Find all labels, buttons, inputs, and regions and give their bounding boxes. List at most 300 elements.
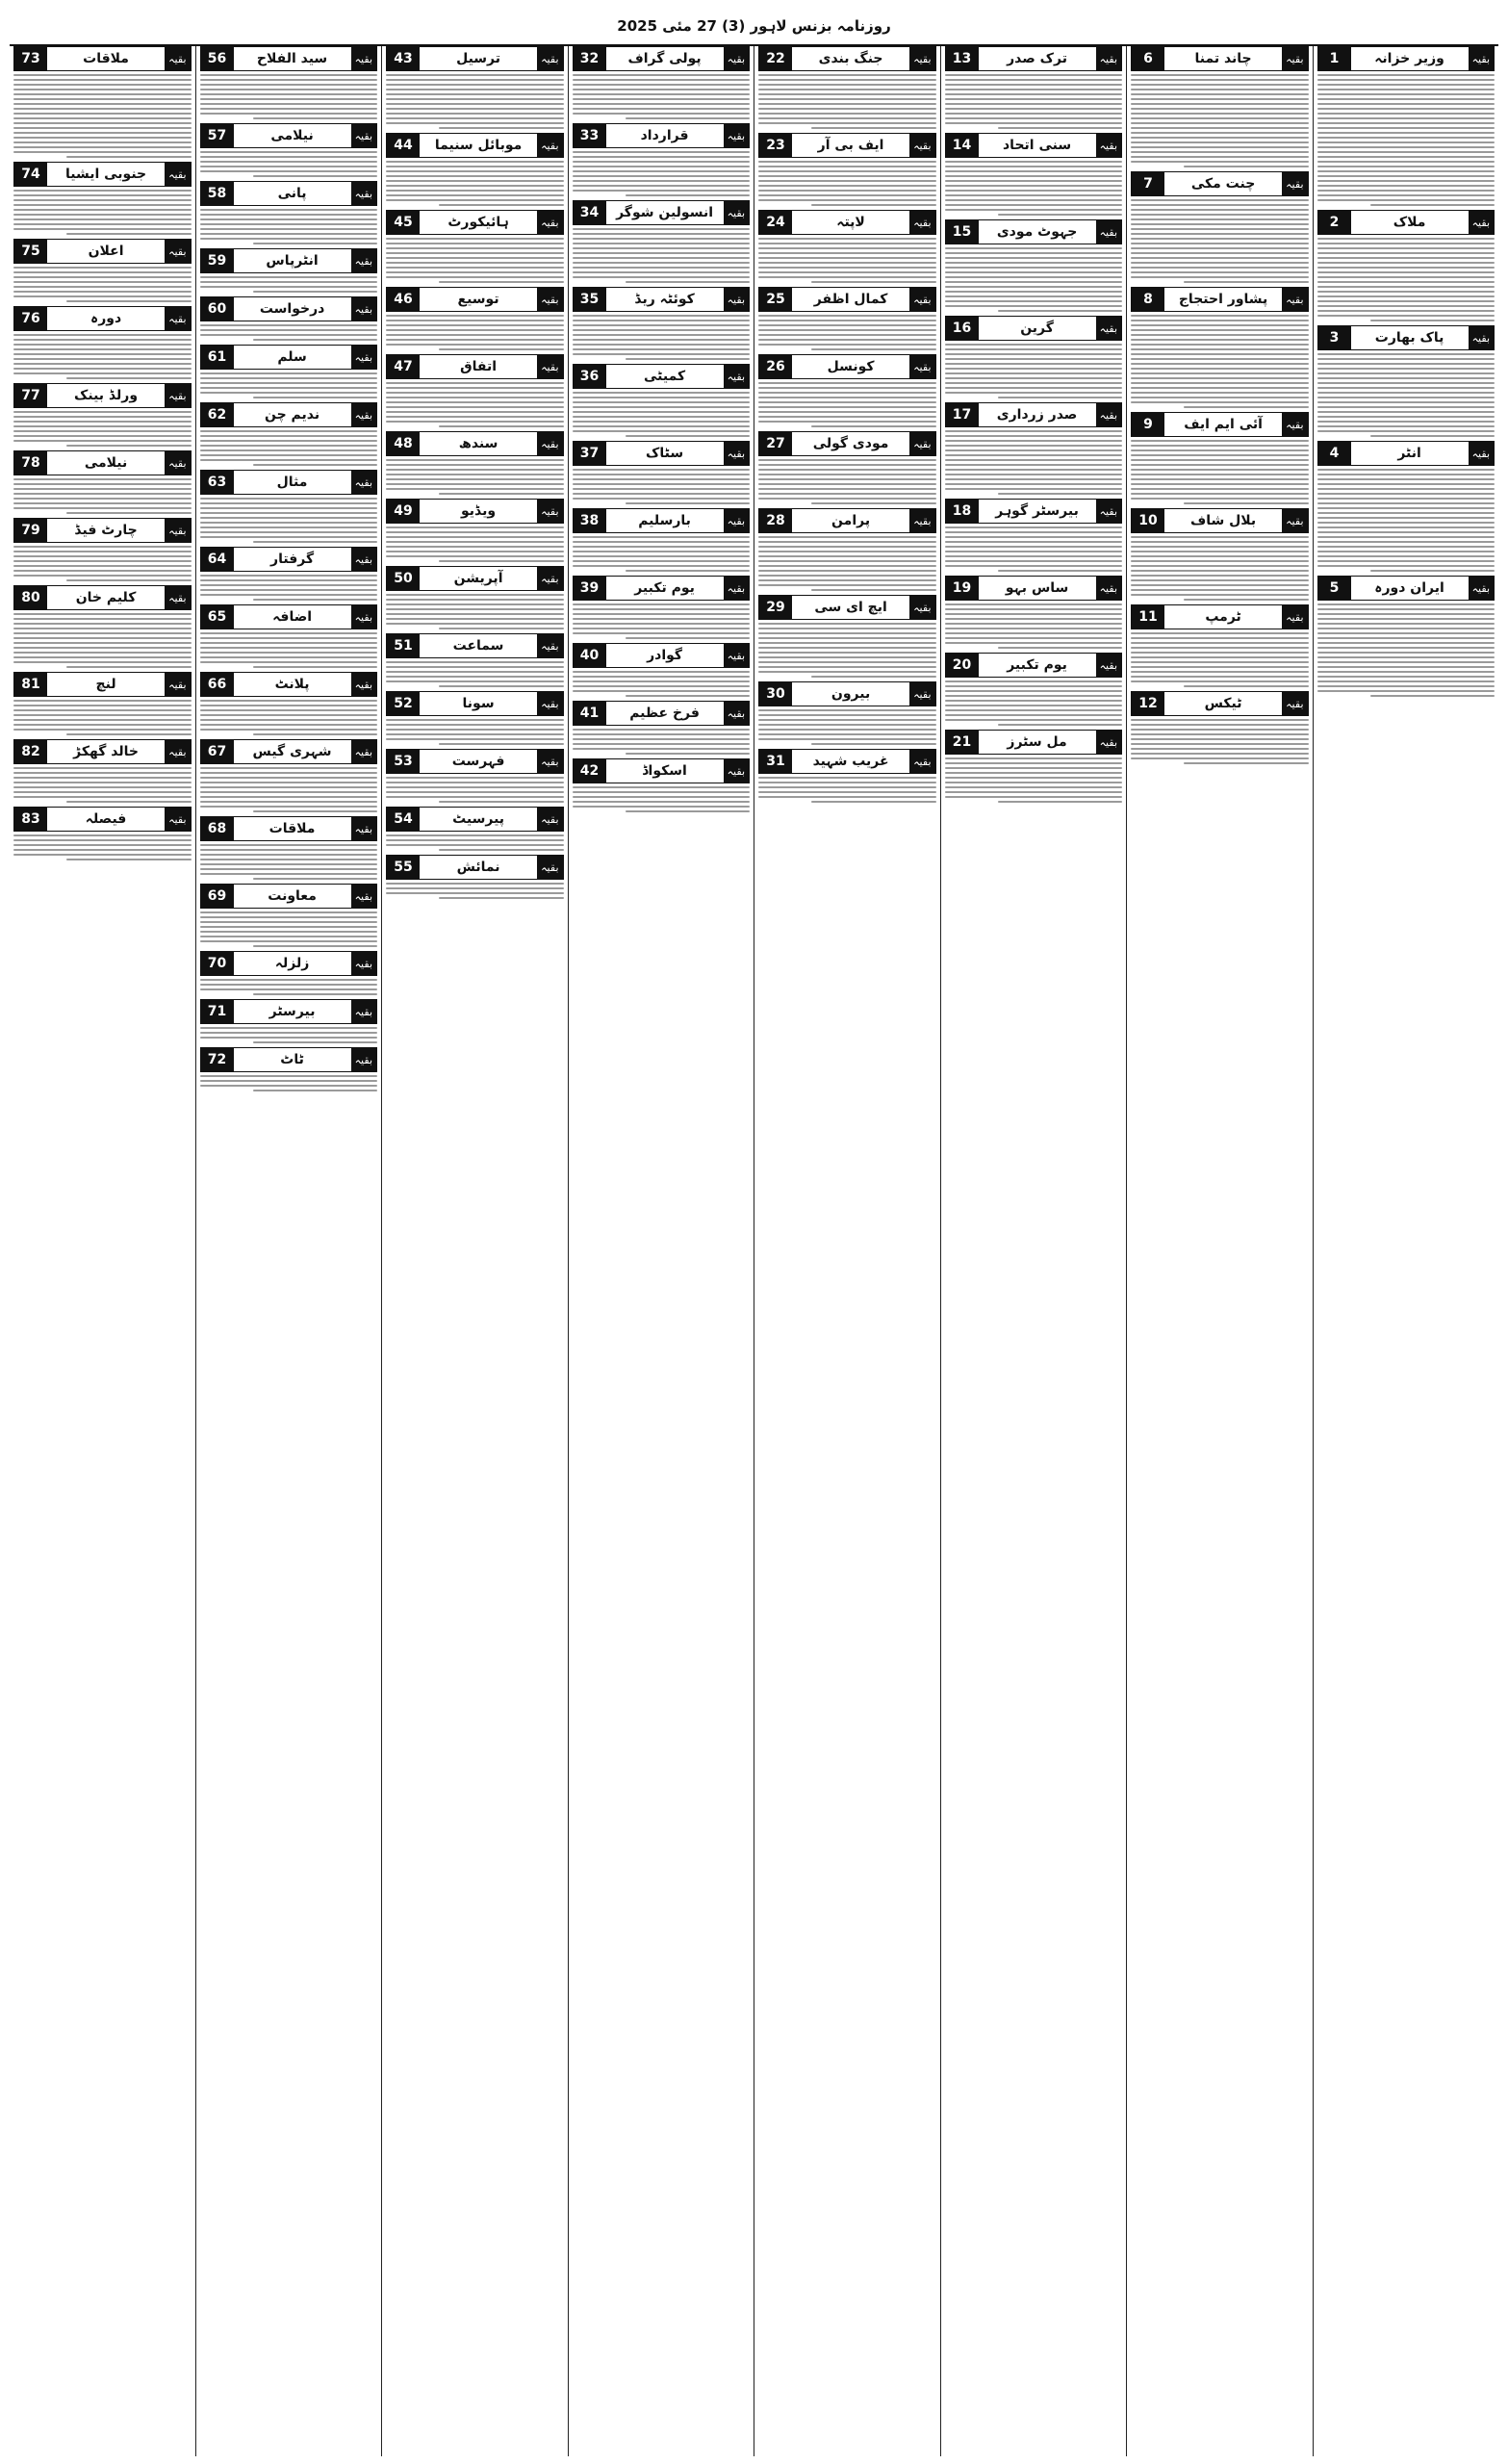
continuation-item-61 <box>200 345 378 398</box>
text-line <box>13 199 192 201</box>
text-line <box>945 108 1123 110</box>
text-line <box>945 252 1123 254</box>
continuation-item-47 <box>386 354 564 427</box>
text-line <box>573 93 751 95</box>
item-title: آپریشن <box>453 571 503 586</box>
text-line <box>945 74 1123 76</box>
text-line <box>758 108 936 110</box>
item-body-text <box>945 680 1123 726</box>
baqiya-label: بقیہ <box>537 808 562 831</box>
text-line <box>573 334 751 336</box>
item-number: 62 <box>201 403 234 426</box>
text-line <box>13 358 192 360</box>
item-title: ملاقات <box>268 821 316 836</box>
item-body-text <box>386 777 564 803</box>
text-line <box>626 695 750 697</box>
text-line <box>945 690 1123 692</box>
text-line <box>1317 522 1495 524</box>
text-line <box>945 358 1123 360</box>
item-title: مل سٹرز <box>1007 734 1067 750</box>
text-line <box>945 79 1123 81</box>
baqiya-label: بقیہ <box>724 644 749 667</box>
text-line <box>386 416 564 418</box>
text-line <box>945 685 1123 687</box>
item-number: 37 <box>574 442 606 465</box>
text-line <box>998 310 1122 312</box>
item-body-text <box>758 777 936 803</box>
item-number: 50 <box>387 567 420 590</box>
item-body-text <box>573 671 751 697</box>
text-line <box>1317 84 1495 86</box>
item-number: 10 <box>1132 509 1164 532</box>
item-title: معاونت <box>268 888 317 904</box>
baqiya-label: بقیہ <box>1282 47 1307 70</box>
item-header <box>13 239 192 264</box>
text-line <box>200 166 378 167</box>
continuation-item-31 <box>758 749 936 803</box>
item-body-text <box>1131 632 1309 687</box>
text-line <box>200 806 378 808</box>
item-number: 13 <box>946 47 979 70</box>
text-line <box>1131 445 1309 447</box>
text-line <box>386 834 564 836</box>
text-line <box>758 79 936 81</box>
text-line <box>1131 449 1309 451</box>
text-line <box>13 117 192 119</box>
continuation-item-20 <box>945 653 1123 726</box>
text-line <box>1131 199 1309 201</box>
item-title: انسولین شوگر <box>616 205 714 220</box>
text-line <box>758 267 936 269</box>
text-line <box>1317 647 1495 649</box>
text-line <box>13 700 192 702</box>
text-line <box>1131 358 1309 360</box>
text-line <box>758 122 936 124</box>
baqiya-label: بقیہ <box>909 288 934 311</box>
item-body-text <box>758 459 936 504</box>
text-line <box>200 93 378 95</box>
item-header <box>386 855 564 880</box>
text-line <box>13 122 192 124</box>
text-line <box>811 127 935 129</box>
continuation-item-71 <box>200 999 378 1043</box>
item-body-text <box>758 238 936 283</box>
text-line <box>945 257 1123 259</box>
text-line <box>1317 243 1495 244</box>
text-line <box>386 238 564 240</box>
text-line <box>573 156 751 158</box>
text-line <box>439 425 563 427</box>
text-line <box>945 84 1123 86</box>
text-line <box>13 363 192 365</box>
baqiya-label: بقیہ <box>165 673 190 696</box>
item-header <box>758 133 936 158</box>
continuation-item-12 <box>1131 691 1309 764</box>
item-body-text <box>945 526 1123 572</box>
item-body-text <box>945 344 1123 398</box>
text-line <box>945 445 1123 447</box>
item-header <box>386 46 564 71</box>
text-line <box>1317 397 1495 398</box>
text-line <box>1184 166 1308 167</box>
text-line <box>1317 526 1495 528</box>
text-line <box>945 199 1123 201</box>
text-line <box>573 397 751 398</box>
continuation-item-23 <box>758 133 936 206</box>
baqiya-label: بقیہ <box>724 702 749 725</box>
text-line <box>200 647 378 649</box>
text-line <box>573 623 751 625</box>
column-8 <box>10 46 195 2456</box>
item-title: کلیم خان <box>75 590 137 605</box>
text-line <box>945 546 1123 548</box>
text-line <box>200 454 378 456</box>
text-line <box>13 430 192 432</box>
baqiya-label: بقیہ <box>1282 172 1307 195</box>
text-line <box>66 579 191 581</box>
item-body-text <box>200 979 378 995</box>
text-line <box>439 801 563 803</box>
text-line <box>811 589 935 591</box>
text-line <box>200 151 378 153</box>
baqiya-label: بقیہ <box>1096 134 1121 157</box>
text-line <box>1131 74 1309 76</box>
item-number: 47 <box>387 355 420 378</box>
text-line <box>386 262 564 264</box>
text-line <box>1131 372 1309 374</box>
text-line <box>439 849 563 851</box>
text-line <box>1317 411 1495 413</box>
item-header <box>13 585 192 610</box>
text-line <box>386 113 564 115</box>
text-line <box>1131 353 1309 355</box>
text-line <box>200 632 378 634</box>
text-line <box>13 89 192 90</box>
text-line <box>13 488 192 490</box>
text-line <box>253 878 377 880</box>
text-line <box>13 84 192 86</box>
item-title: بیرون <box>831 686 871 702</box>
item-body-text <box>13 834 192 860</box>
text-line <box>439 204 563 206</box>
text-line <box>573 74 751 76</box>
text-line <box>386 108 564 110</box>
item-number: 82 <box>14 740 47 763</box>
text-line <box>13 618 192 620</box>
text-line <box>1317 623 1495 625</box>
item-body-text <box>200 575 378 601</box>
item-body-text <box>200 1075 378 1091</box>
text-line <box>13 714 192 716</box>
text-line <box>1131 488 1309 490</box>
continuation-item-60 <box>200 296 378 341</box>
item-header <box>573 576 751 601</box>
text-line <box>200 79 378 81</box>
baqiya-label: بقیہ <box>351 249 376 272</box>
text-line <box>1317 536 1495 538</box>
baqiya-label: بقیہ <box>1282 605 1307 629</box>
text-line <box>945 762 1123 764</box>
text-line <box>573 608 751 610</box>
text-line <box>1317 363 1495 365</box>
item-title: یوم تکبیر <box>1007 657 1067 673</box>
text-line <box>945 170 1123 172</box>
text-line <box>1131 252 1309 254</box>
text-line <box>1317 387 1495 389</box>
item-header <box>573 123 751 148</box>
text-line <box>811 281 935 283</box>
baqiya-label: بقیہ <box>1096 47 1121 70</box>
text-line <box>200 772 378 774</box>
text-line <box>13 344 192 346</box>
item-number: 11 <box>1132 605 1164 629</box>
text-line <box>758 671 936 673</box>
text-line <box>1317 565 1495 567</box>
item-header <box>758 287 936 312</box>
text-line <box>1131 363 1309 365</box>
text-line <box>1317 416 1495 418</box>
continuation-item-30 <box>758 681 936 745</box>
text-line <box>945 772 1123 774</box>
text-line <box>386 329 564 331</box>
text-line <box>13 849 192 851</box>
text-line <box>758 84 936 86</box>
item-header <box>758 46 936 71</box>
item-title: اعلان <box>88 244 124 259</box>
item-body-text <box>1317 353 1495 437</box>
baqiya-label: بقیہ <box>1096 577 1121 600</box>
text-line <box>253 945 377 947</box>
text-line <box>386 541 564 543</box>
text-line <box>573 84 751 86</box>
text-line <box>386 175 564 177</box>
baqiya-label: بقیہ <box>351 740 376 763</box>
text-line <box>758 623 936 625</box>
text-line <box>1317 74 1495 76</box>
item-header <box>200 296 378 321</box>
item-header <box>758 681 936 706</box>
text-line <box>758 411 936 413</box>
text-line <box>1131 464 1309 466</box>
item-body-text <box>386 382 564 427</box>
text-line <box>945 608 1123 610</box>
text-line <box>13 146 192 148</box>
item-header <box>573 441 751 466</box>
text-line <box>945 185 1123 187</box>
text-line <box>1131 113 1309 115</box>
item-body-text <box>200 844 378 880</box>
text-line <box>200 782 378 783</box>
item-body-text <box>386 74 564 129</box>
item-body-text <box>758 536 936 591</box>
text-line <box>1317 666 1495 668</box>
text-line <box>758 469 936 471</box>
item-body-text <box>386 719 564 745</box>
text-line <box>758 786 936 788</box>
text-line <box>200 575 378 577</box>
text-line <box>758 329 936 331</box>
item-number: 64 <box>201 548 234 571</box>
item-header <box>13 383 192 408</box>
item-body-text <box>1317 469 1495 572</box>
text-line <box>1317 517 1495 519</box>
text-line <box>13 709 192 711</box>
baqiya-label: بقیہ <box>1096 500 1121 523</box>
item-title: پولی گراف <box>627 51 702 66</box>
text-line <box>200 103 378 105</box>
text-line <box>1317 305 1495 307</box>
text-line <box>200 161 378 163</box>
item-body-text <box>13 767 192 803</box>
text-line <box>573 262 751 264</box>
text-line <box>758 579 936 581</box>
item-header <box>573 200 751 225</box>
item-header <box>200 470 378 495</box>
text-line <box>1131 243 1309 244</box>
continuation-item-2 <box>1317 210 1495 321</box>
item-body-text <box>945 603 1123 649</box>
text-line <box>573 743 751 745</box>
item-number: 22 <box>759 47 792 70</box>
text-line <box>945 377 1123 379</box>
text-line <box>13 791 192 793</box>
text-line <box>200 502 378 504</box>
text-line <box>998 493 1122 495</box>
column-3 <box>940 46 1127 2456</box>
item-header <box>758 210 936 235</box>
text-line <box>386 122 564 124</box>
baqiya-label: بقیہ <box>165 519 190 542</box>
text-line <box>386 315 564 317</box>
item-body-text <box>386 161 564 206</box>
text-line <box>1184 599 1308 601</box>
column-6 <box>381 46 568 2456</box>
item-header <box>945 316 1123 341</box>
item-header <box>945 133 1123 158</box>
item-body-text <box>200 430 378 466</box>
text-line <box>1317 247 1495 249</box>
item-header <box>386 749 564 774</box>
text-line <box>758 628 936 629</box>
text-line <box>200 1080 378 1082</box>
item-header <box>13 518 192 543</box>
text-line <box>945 628 1123 629</box>
text-line <box>945 392 1123 394</box>
baqiya-label: بقیہ <box>909 134 934 157</box>
text-line <box>573 536 751 538</box>
text-line <box>1131 546 1309 548</box>
baqiya-label: بقیہ <box>165 240 190 263</box>
text-line <box>573 185 751 187</box>
text-line <box>13 411 192 413</box>
text-line <box>386 724 564 726</box>
text-line <box>758 796 936 798</box>
text-line <box>200 700 378 702</box>
text-line <box>200 459 378 461</box>
text-line <box>1131 79 1309 81</box>
text-line <box>573 603 751 605</box>
item-title: اسکواڈ <box>642 763 687 779</box>
item-number: 61 <box>201 346 234 369</box>
text-line <box>386 180 564 182</box>
text-line <box>1131 348 1309 350</box>
text-line <box>386 531 564 533</box>
item-title: سونا <box>462 696 495 711</box>
item-header <box>200 739 378 764</box>
text-line <box>945 247 1123 249</box>
text-line <box>811 425 935 427</box>
item-number: 33 <box>574 124 606 147</box>
text-line <box>253 599 377 601</box>
item-number: 77 <box>14 384 47 407</box>
text-line <box>945 777 1123 779</box>
text-line <box>1131 334 1309 336</box>
text-line <box>1184 406 1308 408</box>
text-line <box>945 180 1123 182</box>
item-header <box>945 499 1123 524</box>
item-title: ٹیکس <box>1204 696 1242 711</box>
text-line <box>945 700 1123 702</box>
text-line <box>945 382 1123 384</box>
text-line <box>945 344 1123 346</box>
text-line <box>758 103 936 105</box>
continuation-item-74 <box>13 162 192 235</box>
text-line <box>386 526 564 528</box>
text-line <box>200 387 378 389</box>
text-line <box>758 243 936 244</box>
text-line <box>1317 185 1495 187</box>
text-line <box>13 93 192 95</box>
text-line <box>945 387 1123 389</box>
text-line <box>200 517 378 519</box>
item-body-text <box>200 1027 378 1043</box>
text-line <box>1131 575 1309 577</box>
continuation-item-18 <box>945 499 1123 572</box>
text-line <box>13 339 192 341</box>
continuation-item-72 <box>200 1047 378 1091</box>
text-line <box>386 257 564 259</box>
text-line <box>13 719 192 721</box>
baqiya-label: بقیہ <box>351 124 376 147</box>
text-line <box>1317 613 1495 615</box>
text-line <box>200 440 378 442</box>
continuation-item-40 <box>573 643 751 697</box>
text-line <box>945 93 1123 95</box>
text-line <box>758 791 936 793</box>
text-line <box>1131 204 1309 206</box>
baqiya-label: بقیہ <box>1282 692 1307 715</box>
text-line <box>200 449 378 451</box>
text-line <box>1317 108 1495 110</box>
item-body-text <box>1317 603 1495 697</box>
item-header <box>386 354 564 379</box>
text-line <box>945 767 1123 769</box>
text-line <box>945 541 1123 543</box>
text-line <box>573 79 751 81</box>
continuation-item-5 <box>1317 576 1495 697</box>
text-line <box>1317 310 1495 312</box>
baqiya-label: بقیہ <box>1096 220 1121 244</box>
text-line <box>573 748 751 750</box>
item-body-text <box>13 411 192 447</box>
text-line <box>200 1085 378 1087</box>
text-line <box>1131 579 1309 581</box>
item-header <box>386 431 564 456</box>
text-line <box>66 733 191 735</box>
text-line <box>1131 315 1309 317</box>
item-title: انٹر <box>1397 446 1421 461</box>
text-line <box>945 536 1123 538</box>
